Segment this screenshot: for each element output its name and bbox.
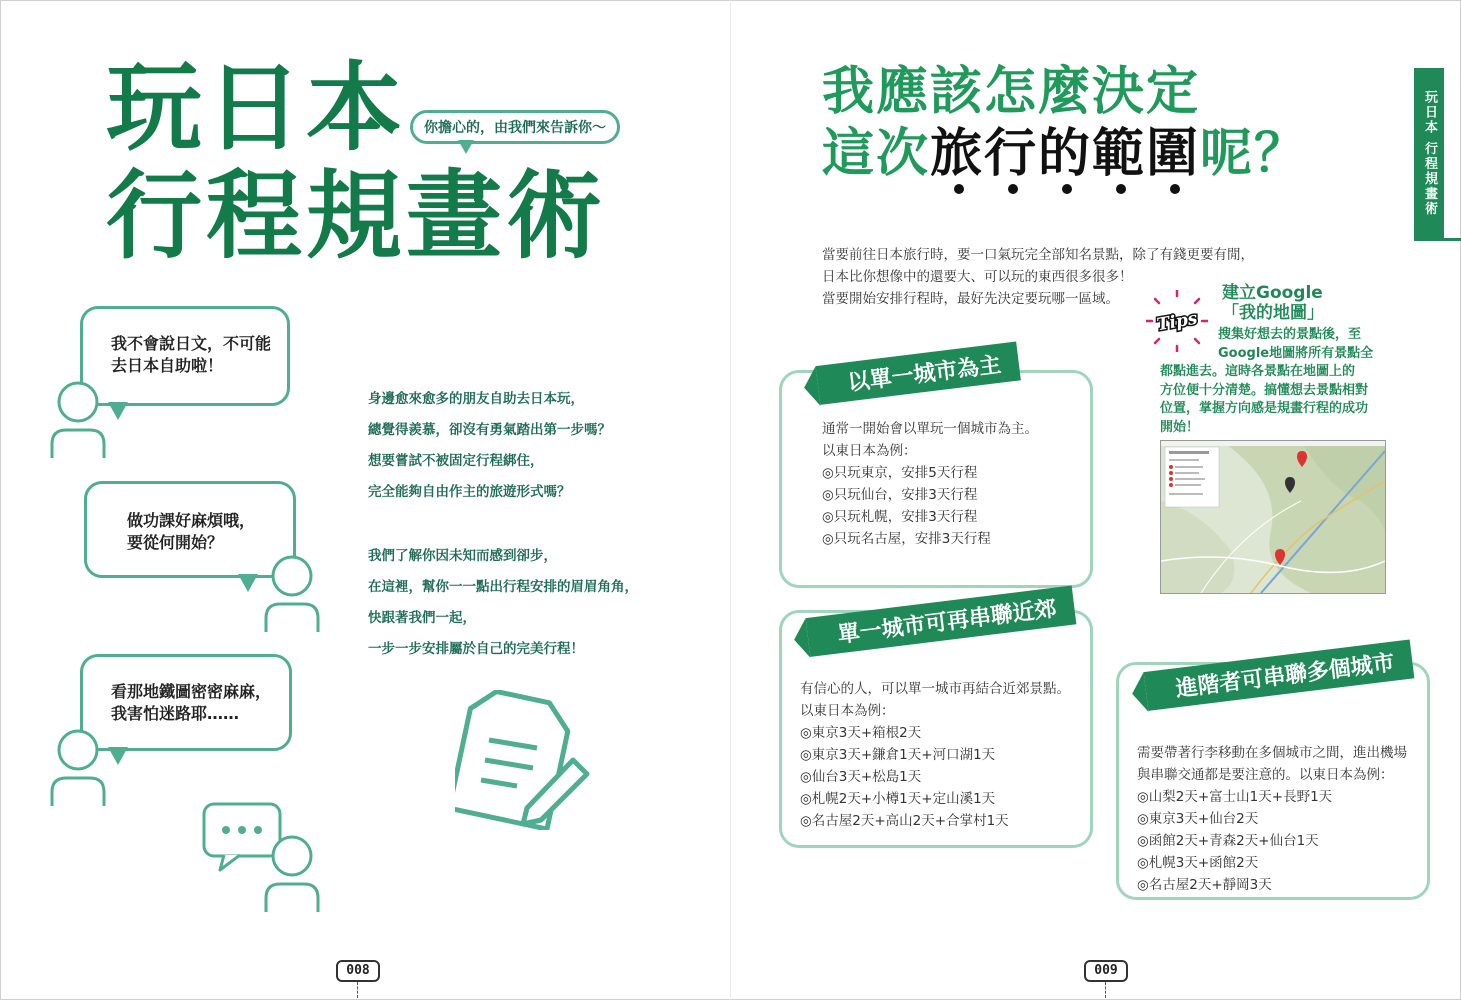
- heading-part-a: 這次: [822, 124, 931, 184]
- right-intro-line: 當要開始安排行程時，最好先決定要玩哪一區域。: [822, 291, 1119, 307]
- page-title-line2: 行程規畫術: [106, 160, 606, 272]
- list-item: ◎仙台3天+松島1天: [800, 769, 922, 785]
- page-number-line: [1105, 982, 1106, 998]
- intro1-line: 完全能夠自由作主的旅遊形式嗎？: [368, 484, 571, 500]
- list-item: ◎名古屋2天+高山2天+合掌村1天: [800, 813, 1009, 829]
- person-icon: [262, 552, 332, 634]
- tips-title: [1222, 283, 1324, 323]
- speech-bubble-1-line2: 去日本自助啦！: [111, 356, 224, 375]
- tips-title-line1: 建立Google: [1222, 283, 1323, 303]
- list-item: ◎只玩仙台，安排3天行程: [822, 487, 978, 503]
- tips-line: 開始！: [1160, 419, 1200, 435]
- person-icon: [48, 378, 118, 460]
- right-heading-line1: 我應該怎麼決定: [822, 62, 1201, 122]
- list-item: ◎札幌2天+小樽1天+定山溪1天: [800, 791, 996, 807]
- page-gutter: [730, 0, 731, 1000]
- page-number-line: [357, 982, 358, 998]
- tips-line: Google地圖將所有景點全: [1218, 345, 1374, 361]
- speech-bubble-3-line1: 看那地鐵圖密密麻麻，: [111, 682, 272, 701]
- page-title-line1: 玩日本: [106, 52, 406, 164]
- list-item: 以東日本為例：: [822, 443, 917, 459]
- tips-line: 位置，掌握方向感是規畫行程的成功: [1160, 401, 1369, 416]
- list-item: ◎東京3天+鎌倉1天+河口湖1天: [800, 747, 996, 763]
- emphasis-dot: [954, 184, 964, 194]
- map-image: [1161, 441, 1385, 593]
- intro-paragraph-1: [368, 384, 611, 508]
- intro2-line: 一步一步安排屬於自己的完美行程！: [368, 641, 584, 657]
- tagline-bubble-tail: [458, 140, 474, 154]
- list-item: ◎只玩東京，安排5天行程: [822, 465, 978, 481]
- section-2-list: [800, 678, 1070, 832]
- tips-line: 都點進去。這時各景點在地圖上的: [1160, 364, 1356, 379]
- chapter-side-tab: 玩日本 行程規畫術: [1414, 68, 1444, 238]
- intro1-line: 想要嘗試不被固定行程綁住，: [368, 453, 544, 469]
- list-item: ◎函館2天+青森2天+仙台1天: [1137, 833, 1319, 849]
- list-item: ◎東京3天+箱根2天: [800, 725, 922, 741]
- chat-person-icon: [200, 800, 330, 916]
- list-item: 有信心的人，可以單一城市再結合近郊景點。: [800, 681, 1070, 697]
- list-item: ◎札幌3天+函館2天: [1137, 855, 1259, 871]
- list-item: 與串聯交通都是要注意的。以東日本為例：: [1137, 767, 1394, 783]
- tips-line: 方位便十分清楚。搞懂想去景點相對: [1160, 382, 1369, 398]
- list-item: 需要帶著行李移動在多個城市之間，進出機場: [1137, 745, 1407, 761]
- page-number-left: 008: [336, 960, 380, 982]
- intro2-line: 在這裡，幫你一一點出行程安排的眉眉角角，: [368, 579, 638, 595]
- speech-bubble-2-line1: 做功課好麻煩哦，: [127, 511, 256, 530]
- section-ribbon-2: 單一城市可再串聯近郊: [806, 585, 1077, 656]
- section-ribbon-3: 進階者可串聯多個城市: [1144, 639, 1415, 710]
- emphasis-dot: [1170, 184, 1180, 194]
- list-item: ◎名古屋2天+靜岡3天: [1137, 877, 1272, 893]
- document-pencil-icon: [455, 690, 595, 830]
- tips-badge-text: Tips: [1155, 308, 1199, 336]
- list-item: 通常一開始會以單玩一個城市為主。: [822, 421, 1038, 437]
- intro2-line: 快跟著我們一起，: [368, 610, 476, 626]
- right-intro-line: 日本比你想像中的還要大、可以玩的東西很多很多！: [822, 269, 1133, 285]
- google-my-map-screenshot: [1160, 440, 1386, 594]
- intro1-line: 身邊愈來愈多的朋友自助去日本玩，: [368, 391, 584, 407]
- section-ribbon-1: 以單一城市為主: [816, 342, 1021, 405]
- heading-part-c: 呢？: [1200, 124, 1309, 184]
- section-3-list: [1137, 742, 1407, 896]
- side-tab-rule: [1414, 238, 1461, 241]
- emphasis-dot: [1116, 184, 1126, 194]
- emphasis-dots: [940, 184, 1200, 196]
- speech-bubble-3-line2: 我害怕迷路耶……: [111, 704, 240, 723]
- right-intro-line: 當要前往日本旅行時，要一口氣玩完全部知名景點，除了有錢更要有閒，: [822, 247, 1254, 263]
- intro1-line: 總覺得羨慕，卻沒有勇氣踏出第一步嗎？: [368, 422, 611, 438]
- speech-bubble-2-line2: 要從何開始？: [127, 533, 224, 552]
- tagline-bubble: 你擔心的，由我們來告訴你～: [410, 110, 620, 144]
- tips-title-line2: 「我的地圖」: [1222, 303, 1324, 323]
- person-icon: [48, 726, 118, 808]
- list-item: ◎山梨2天+富士山1天+長野1天: [1137, 789, 1333, 805]
- tips-text: [1160, 326, 1386, 437]
- emphasis-dot: [1008, 184, 1018, 194]
- emphasis-dot: [1062, 184, 1072, 194]
- heading-part-b: 旅行的範圍: [930, 124, 1201, 184]
- section-1-list: [822, 418, 1038, 550]
- intro-paragraph-2: [368, 541, 638, 665]
- list-item: 以東日本為例：: [800, 703, 895, 719]
- list-item: ◎只玩名古屋，安排3天行程: [822, 531, 991, 547]
- intro2-line: 我們了解你因未知而感到卻步，: [368, 548, 557, 564]
- page-number-right: 009: [1084, 960, 1128, 982]
- tips-line: 搜集好想去的景點後，至: [1218, 327, 1362, 342]
- speech-bubble-1-line1: 我不會說日文，不可能: [111, 334, 272, 353]
- right-heading-line2: [822, 124, 1309, 184]
- list-item: ◎東京3天+仙台2天: [1137, 811, 1259, 827]
- list-item: ◎只玩札幌，安排3天行程: [822, 509, 978, 525]
- speech-bubble-2-tail: [238, 574, 258, 592]
